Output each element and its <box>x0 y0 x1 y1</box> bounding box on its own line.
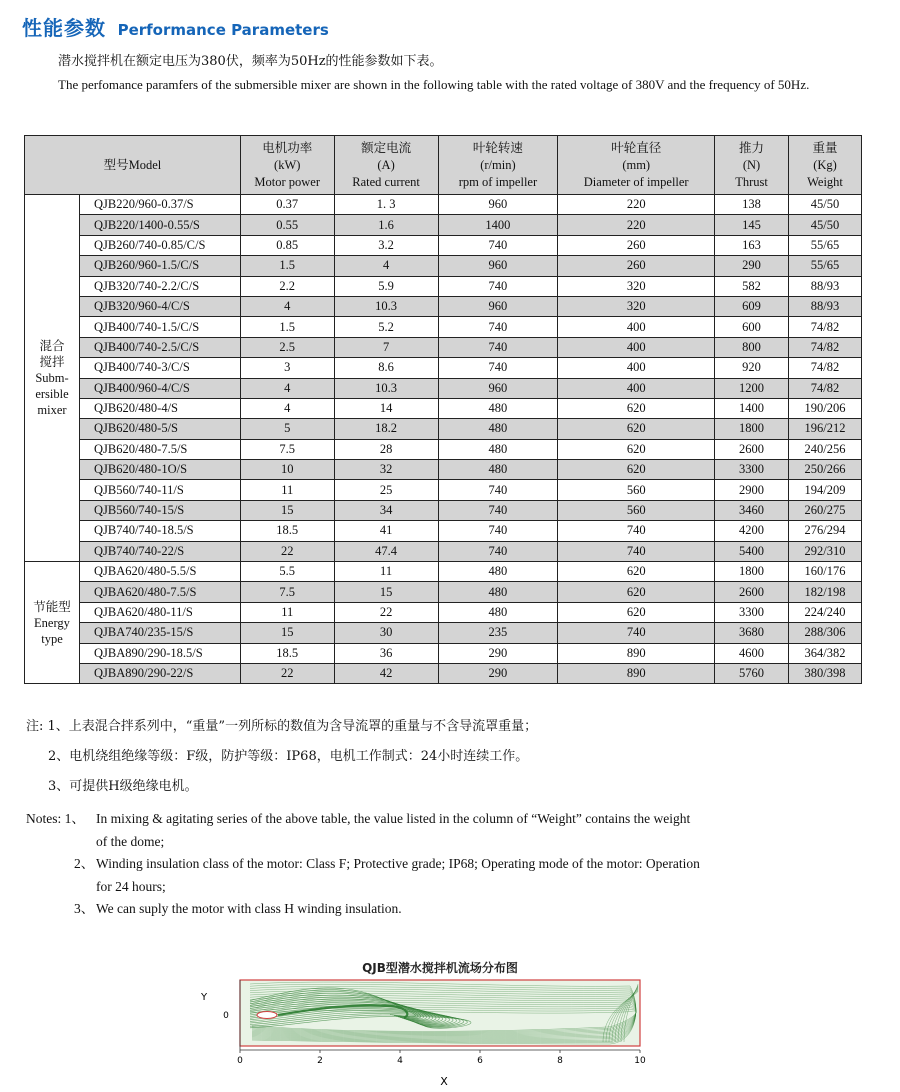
notes-cn <box>26 712 537 802</box>
value-cell: 74/82 <box>789 317 862 337</box>
header-cell <box>438 136 558 195</box>
x-tick-label: 0 <box>237 1056 243 1066</box>
value-cell: 220 <box>558 195 715 215</box>
header-cell <box>25 136 241 195</box>
value-cell: 292/310 <box>789 541 862 561</box>
value-cell: 224/240 <box>789 602 862 622</box>
group-label <box>25 562 80 684</box>
value-cell: 0.37 <box>240 195 334 215</box>
value-cell: 620 <box>558 562 715 582</box>
value-cell: 480 <box>438 582 558 602</box>
header-cell <box>789 136 862 195</box>
page-title <box>22 12 329 41</box>
y-tick-0: 0 <box>223 1011 229 1021</box>
value-cell: 5760 <box>715 663 789 683</box>
value-cell: 4 <box>240 296 334 316</box>
value-cell: 480 <box>438 439 558 459</box>
value-cell: 582 <box>715 276 789 296</box>
header-cn: 额定电流 <box>361 140 412 155</box>
value-cell: 740 <box>438 337 558 357</box>
model-cell: QJB740/740-22/S <box>79 541 240 561</box>
value-cell: 15 <box>334 582 438 602</box>
value-cell: 1400 <box>715 398 789 418</box>
table-header-row <box>25 136 862 195</box>
chart-title: QJB型潜水搅拌机流场分布图 <box>362 961 518 975</box>
notes-label: Notes: 1、 <box>26 811 85 826</box>
value-cell: 1800 <box>715 419 789 439</box>
value-cell: 740 <box>558 541 715 561</box>
value-cell: 235 <box>438 623 558 643</box>
value-cell: 740 <box>438 235 558 255</box>
value-cell: 3460 <box>715 500 789 520</box>
value-cell: 290 <box>438 643 558 663</box>
header-en: Rated current <box>352 174 420 189</box>
header-en: Diameter of impeller <box>583 174 689 189</box>
header-unit: (Kg) <box>813 157 837 172</box>
value-cell: 15 <box>240 500 334 520</box>
value-cell: 18.5 <box>240 643 334 663</box>
model-cell: QJB400/740-2.5/C/S <box>79 337 240 357</box>
value-cell: 4 <box>240 378 334 398</box>
value-cell: 620 <box>558 398 715 418</box>
value-cell: 1. 3 <box>334 195 438 215</box>
value-cell: 7.5 <box>240 439 334 459</box>
table-row <box>25 643 862 663</box>
value-cell: 480 <box>438 419 558 439</box>
value-cell: 2600 <box>715 582 789 602</box>
group-label-line: ersible <box>35 387 69 402</box>
value-cell: 14 <box>334 398 438 418</box>
value-cell: 620 <box>558 602 715 622</box>
value-cell: 800 <box>715 337 789 357</box>
value-cell: 400 <box>558 317 715 337</box>
value-cell: 5.9 <box>334 276 438 296</box>
table-row <box>25 215 862 235</box>
value-cell: 4 <box>240 398 334 418</box>
header-cn: 叶轮转速 <box>472 140 523 155</box>
value-cell: 480 <box>438 398 558 418</box>
value-cell: 890 <box>558 663 715 683</box>
value-cell: 74/82 <box>789 358 862 378</box>
header-cn: 推力 <box>739 140 765 155</box>
x-axis-label: X <box>440 1075 448 1088</box>
x-tick-label: 2 <box>317 1056 323 1066</box>
value-cell: 890 <box>558 643 715 663</box>
model-cell: QJB620/480-1O/S <box>79 460 240 480</box>
value-cell: 18.2 <box>334 419 438 439</box>
value-cell: 196/212 <box>789 419 862 439</box>
value-cell: 276/294 <box>789 521 862 541</box>
value-cell: 194/209 <box>789 480 862 500</box>
x-tick-label: 8 <box>557 1056 563 1066</box>
value-cell: 36 <box>334 643 438 663</box>
header-en: Motor power <box>254 174 321 189</box>
value-cell: 8.6 <box>334 358 438 378</box>
value-cell: 2900 <box>715 480 789 500</box>
value-cell: 740 <box>438 480 558 500</box>
value-cell: 4 <box>334 256 438 276</box>
group-label-line: mixer <box>37 403 67 418</box>
table-row <box>25 541 862 561</box>
value-cell: 3 <box>240 358 334 378</box>
table-row <box>25 398 862 418</box>
model-cell: QJBA620/480-7.5/S <box>79 582 240 602</box>
value-cell: 0.85 <box>240 235 334 255</box>
model-cell: QJBA620/480-11/S <box>79 602 240 622</box>
value-cell: 740 <box>438 521 558 541</box>
value-cell: 240/256 <box>789 439 862 459</box>
value-cell: 290 <box>438 663 558 683</box>
x-ticks <box>237 1050 646 1066</box>
value-cell: 10.3 <box>334 378 438 398</box>
notes-en <box>26 808 872 921</box>
value-cell: 18.5 <box>240 521 334 541</box>
value-cell: 25 <box>334 480 438 500</box>
value-cell: 250/266 <box>789 460 862 480</box>
group-label-line: Energy <box>34 615 70 630</box>
value-cell: 260/275 <box>789 500 862 520</box>
value-cell: 74/82 <box>789 337 862 357</box>
value-cell: 1200 <box>715 378 789 398</box>
value-cell: 260 <box>558 256 715 276</box>
table-row <box>25 500 862 520</box>
value-cell: 42 <box>334 663 438 683</box>
value-cell: 88/93 <box>789 296 862 316</box>
group-label-line: 搅拌 <box>39 355 65 370</box>
model-cell: QJBA890/290-18.5/S <box>79 643 240 663</box>
value-cell: 620 <box>558 419 715 439</box>
value-cell: 740 <box>438 317 558 337</box>
note-en-3: We can suply the motor with class H winding insulation. <box>96 901 402 916</box>
table-row <box>25 521 862 541</box>
value-cell: 11 <box>240 602 334 622</box>
header-en: Thrust <box>735 174 768 189</box>
value-cell: 620 <box>558 460 715 480</box>
model-cell: QJB560/740-15/S <box>79 500 240 520</box>
header-en: Weight <box>807 174 843 189</box>
value-cell: 32 <box>334 460 438 480</box>
value-cell: 1400 <box>438 215 558 235</box>
model-cell: QJB620/480-7.5/S <box>79 439 240 459</box>
header-cell <box>715 136 789 195</box>
value-cell: 3.2 <box>334 235 438 255</box>
table-row <box>25 480 862 500</box>
value-cell: 480 <box>438 562 558 582</box>
value-cell: 1.5 <box>240 256 334 276</box>
value-cell: 41 <box>334 521 438 541</box>
table-row <box>25 256 862 276</box>
value-cell: 220 <box>558 215 715 235</box>
model-cell: QJB400/740-3/C/S <box>79 358 240 378</box>
flow-field-chart <box>190 958 670 1088</box>
note-cn-1: 注: 1、上表混合拌系列中，“重量”一列所标的数值为含导流罩的重量与不含导流罩重量； <box>26 719 538 734</box>
note-en-2-cont: for 24 hours; <box>96 878 166 894</box>
table-row <box>25 562 862 582</box>
value-cell: 190/206 <box>789 398 862 418</box>
performance-table <box>24 135 862 684</box>
table-row <box>25 317 862 337</box>
value-cell: 1800 <box>715 562 789 582</box>
note-cn-2: 2、电机绕组绝缘等级：F级，防护等级：IP68，电机工作制式：24小时连续工作。 <box>48 749 529 764</box>
value-cell: 740 <box>438 276 558 296</box>
group-label <box>25 195 80 562</box>
note-en-1: In mixing & agitating series of the above table, the value listed in the column of “Weight” contains the weight <box>96 811 691 826</box>
value-cell: 560 <box>558 500 715 520</box>
note-en-2-num: 2、 <box>74 856 95 871</box>
value-cell: 400 <box>558 378 715 398</box>
value-cell: 22 <box>240 663 334 683</box>
table-row <box>25 602 862 622</box>
header-unit: (A) <box>377 157 395 172</box>
value-cell: 5.2 <box>334 317 438 337</box>
value-cell: 480 <box>438 602 558 622</box>
value-cell: 182/198 <box>789 582 862 602</box>
intro-cn: 潜水搅拌机在额定电压为380伏，频率为50Hz的性能参数如下表。 <box>58 54 443 69</box>
note-cn-3: 3、可提供H级绝缘电机。 <box>48 779 198 794</box>
model-cell: QJBA740/235-15/S <box>79 623 240 643</box>
table-row <box>25 582 862 602</box>
value-cell: 5.5 <box>240 562 334 582</box>
value-cell: 960 <box>438 256 558 276</box>
table-row <box>25 623 862 643</box>
value-cell: 22 <box>240 541 334 561</box>
value-cell: 45/50 <box>789 195 862 215</box>
table-row <box>25 296 862 316</box>
value-cell: 620 <box>558 439 715 459</box>
value-cell: 3680 <box>715 623 789 643</box>
value-cell: 260 <box>558 235 715 255</box>
header-cn: 重量 <box>812 140 838 155</box>
value-cell: 88/93 <box>789 276 862 296</box>
header-unit: (mm) <box>622 157 651 172</box>
note-en-2: Winding insulation class of the motor: Class F; Protective grade; IP68; Operating mode of the motor: Operation <box>96 856 700 871</box>
value-cell: 320 <box>558 296 715 316</box>
value-cell: 55/65 <box>789 235 862 255</box>
value-cell: 163 <box>715 235 789 255</box>
value-cell: 3300 <box>715 460 789 480</box>
header-unit: (r/min) <box>480 157 516 172</box>
intro-en: The perfomance paramfers of the submersible mixer are shown in the following table with the rated voltage of 380V and the frequency of 50Hz. <box>58 77 810 92</box>
model-cell: QJB400/960-4/C/S <box>79 378 240 398</box>
header-cell <box>240 136 334 195</box>
header-cell <box>334 136 438 195</box>
value-cell: 10 <box>240 460 334 480</box>
value-cell: 364/382 <box>789 643 862 663</box>
value-cell: 480 <box>438 460 558 480</box>
value-cell: 740 <box>558 623 715 643</box>
x-tick-label: 4 <box>397 1056 403 1066</box>
value-cell: 30 <box>334 623 438 643</box>
x-tick-label: 6 <box>477 1056 483 1066</box>
value-cell: 740 <box>438 541 558 561</box>
value-cell: 15 <box>240 623 334 643</box>
group-label-line: type <box>41 631 63 646</box>
value-cell: 4600 <box>715 643 789 663</box>
table-row <box>25 419 862 439</box>
value-cell: 11 <box>334 562 438 582</box>
value-cell: 28 <box>334 439 438 459</box>
value-cell: 740 <box>438 358 558 378</box>
header-cell <box>558 136 715 195</box>
model-cell: QJB400/740-1.5/C/S <box>79 317 240 337</box>
value-cell: 400 <box>558 337 715 357</box>
value-cell: 740 <box>438 500 558 520</box>
value-cell: 380/398 <box>789 663 862 683</box>
header-cn: 叶轮直径 <box>611 140 662 155</box>
table-row <box>25 460 862 480</box>
group-label-line: 节能型 <box>33 599 71 614</box>
note-en-1-cont: of the dome; <box>96 833 165 849</box>
x-tick-label: 10 <box>634 1056 646 1066</box>
header-cn: 电机功率 <box>262 140 313 155</box>
model-cell: QJB320/740-2.2/C/S <box>79 276 240 296</box>
value-cell: 320 <box>558 276 715 296</box>
value-cell: 1.6 <box>334 215 438 235</box>
value-cell: 960 <box>438 195 558 215</box>
value-cell: 0.55 <box>240 215 334 235</box>
value-cell: 138 <box>715 195 789 215</box>
value-cell: 7.5 <box>240 582 334 602</box>
model-cell: QJB620/480-4/S <box>79 398 240 418</box>
table-row <box>25 358 862 378</box>
value-cell: 34 <box>334 500 438 520</box>
table-row <box>25 337 862 357</box>
note-en-3-num: 3、 <box>74 901 95 916</box>
header-unit: (kW) <box>274 157 301 172</box>
value-cell: 45/50 <box>789 215 862 235</box>
table-row <box>25 276 862 296</box>
table-row <box>25 439 862 459</box>
header-unit: (N) <box>742 157 761 172</box>
group-label-line: 混合 <box>39 339 65 354</box>
value-cell: 400 <box>558 358 715 378</box>
value-cell: 960 <box>438 378 558 398</box>
value-cell: 145 <box>715 215 789 235</box>
title-cn: 性能参数 <box>22 16 106 40</box>
value-cell: 2600 <box>715 439 789 459</box>
value-cell: 920 <box>715 358 789 378</box>
header-en: rpm of impeller <box>458 174 538 189</box>
value-cell: 1.5 <box>240 317 334 337</box>
value-cell: 609 <box>715 296 789 316</box>
header-cn: 型号Model <box>103 157 162 172</box>
value-cell: 2.5 <box>240 337 334 357</box>
model-cell: QJB260/960-1.5/C/S <box>79 256 240 276</box>
table-row <box>25 235 862 255</box>
value-cell: 47.4 <box>334 541 438 561</box>
model-cell: QJB740/740-18.5/S <box>79 521 240 541</box>
model-cell: QJB560/740-11/S <box>79 480 240 500</box>
model-cell: QJBA890/290-22/S <box>79 663 240 683</box>
value-cell: 600 <box>715 317 789 337</box>
group-label-line: Subm- <box>35 371 69 386</box>
table-row <box>25 663 862 683</box>
value-cell: 4200 <box>715 521 789 541</box>
value-cell: 560 <box>558 480 715 500</box>
value-cell: 620 <box>558 582 715 602</box>
value-cell: 74/82 <box>789 378 862 398</box>
table-row <box>25 195 862 215</box>
value-cell: 740 <box>558 521 715 541</box>
value-cell: 3300 <box>715 602 789 622</box>
model-cell: QJB220/960-0.37/S <box>79 195 240 215</box>
value-cell: 160/176 <box>789 562 862 582</box>
value-cell: 7 <box>334 337 438 357</box>
value-cell: 5 <box>240 419 334 439</box>
value-cell: 55/65 <box>789 256 862 276</box>
mixer-icon <box>257 1012 277 1019</box>
value-cell: 10.3 <box>334 296 438 316</box>
value-cell: 22 <box>334 602 438 622</box>
model-cell: QJB320/960-4/C/S <box>79 296 240 316</box>
value-cell: 11 <box>240 480 334 500</box>
value-cell: 960 <box>438 296 558 316</box>
model-cell: QJB620/480-5/S <box>79 419 240 439</box>
value-cell: 2.2 <box>240 276 334 296</box>
y-axis-label: Y <box>200 992 208 1003</box>
model-cell: QJBA620/480-5.5/S <box>79 562 240 582</box>
table-row <box>25 378 862 398</box>
value-cell: 288/306 <box>789 623 862 643</box>
value-cell: 290 <box>715 256 789 276</box>
value-cell: 5400 <box>715 541 789 561</box>
model-cell: QJB260/740-0.85/C/S <box>79 235 240 255</box>
title-en: Performance Parameters <box>117 21 329 39</box>
model-cell: QJB220/1400-0.55/S <box>79 215 240 235</box>
